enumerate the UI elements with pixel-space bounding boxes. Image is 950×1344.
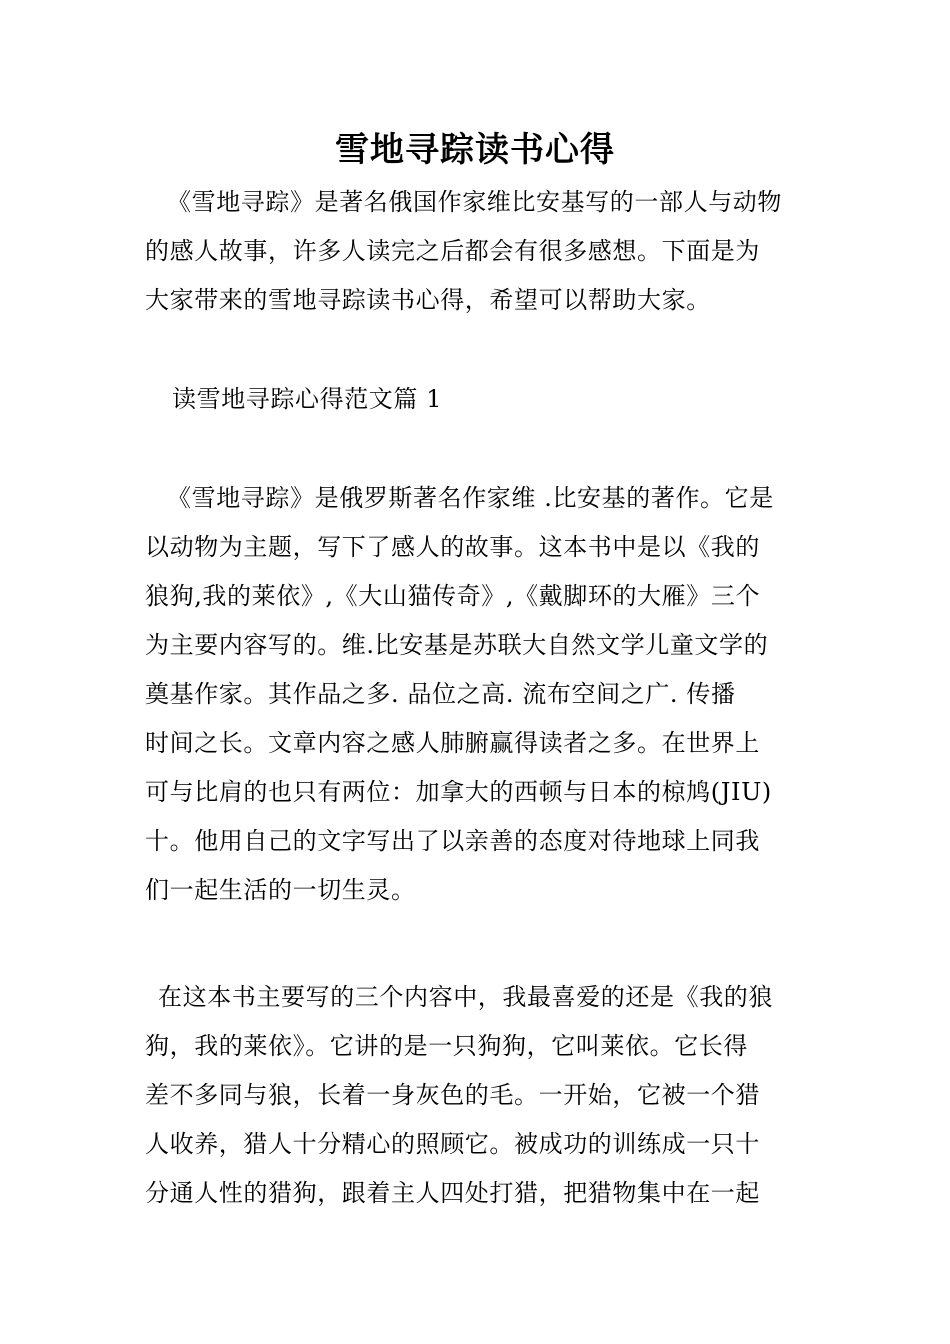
paragraph1-line-2: 以动物为主题，写下了感人的故事。这本书中是以《我的 <box>145 533 760 561</box>
paragraph2-line-3: 差不多同与狼，长着一身灰色的毛。一开始，它被一个猎 <box>145 1081 760 1109</box>
paragraph1-line-8: 十。他用自己的文字写出了以亲善的态度对待地球上同我 <box>145 827 760 855</box>
intro-line-1: 《雪地寻踪》是著名俄国作家维比安基写的一部人与动物 <box>167 188 782 216</box>
document-title: 雪地寻踪读书心得 <box>335 130 615 170</box>
paragraph2-line-5: 分通人性的猎狗，跟着主人四处打猎，把猎物集中在一起 <box>145 1179 760 1207</box>
paragraph2-line-2: 狗，我的莱依》。它讲的是一只狗狗，它叫莱依。它长得 <box>145 1032 748 1060</box>
paragraph1-line-4: 为主要内容写的。维.比安基是苏联大自然文学儿童文学的 <box>145 631 769 659</box>
section-heading: 读雪地寻踪心得范文篇 1 <box>172 385 443 413</box>
paragraph1-line-3: 狼狗,我的莱依》,《大山猫传奇》,《戴脚环的大雁》三个 <box>145 582 761 610</box>
intro-line-2: 的感人故事，许多人读完之后都会有很多感想。下面是为 <box>145 237 760 265</box>
paragraph2-line-1: 在这本书主要写的三个内容中，我最喜爱的还是《我的狼 <box>158 983 773 1011</box>
intro-line-3: 大家带来的雪地寻踪读书心得，希望可以帮助大家。 <box>145 286 711 314</box>
paragraph1-line-5: 奠基作家。其作品之多. 品位之高. 流布空间之广. 传播 <box>145 680 736 708</box>
paragraph1-line-9: 们一起生活的一切生灵。 <box>145 876 416 904</box>
paragraph1-line-7: 可与比肩的也只有两位：加拿大的西顿与日本的椋鸠(JIU) <box>145 778 772 806</box>
paragraph1-line-1: 《雪地寻踪》是俄罗斯著名作家维 .比安基的著作。它是 <box>167 484 774 512</box>
paragraph1-line-6: 时间之长。文章内容之感人肺腑赢得读者之多。在世界上 <box>145 729 760 757</box>
paragraph2-line-4: 人收养，猎人十分精心的照顾它。被成功的训练成一只十 <box>145 1130 760 1158</box>
